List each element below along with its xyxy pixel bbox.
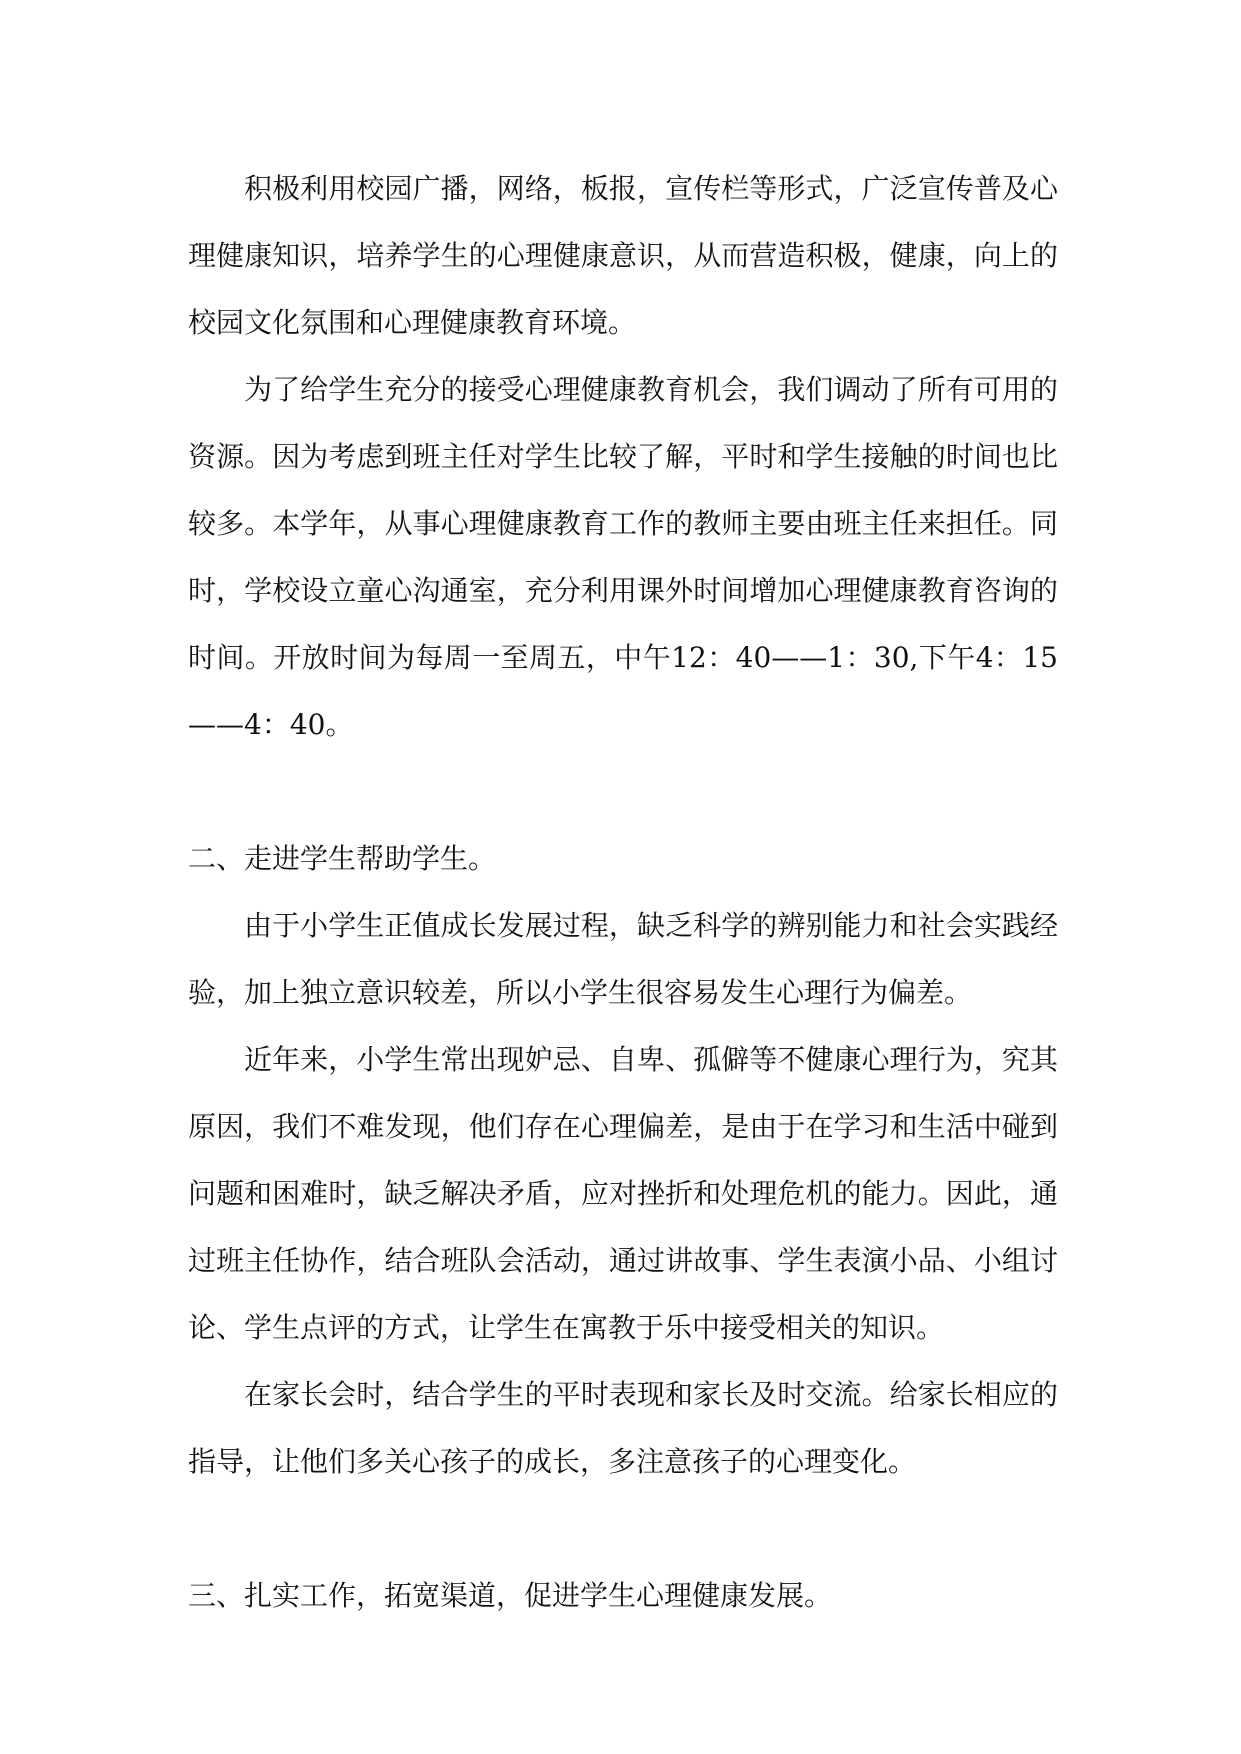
paragraph-student-development: 由于小学生正值成长发展过程，缺乏科学的辨别能力和社会实践经验，加上独立意识较差，所以小学生很容易发生心理行为偏差。: [188, 909, 1058, 1009]
section-gap: [188, 758, 1058, 825]
paragraph-resources: 为了给学生充分的接受心理健康教育机会，我们调动了所有可用的资源。因为考虑到班主任对学生比较了解，平时和学生接触的时间也比较多。本学年，从事心理健康教育工作的教师主要由班主任来担任。同时，学校设立童心沟通室，充分利用课外时间增加心理健康教育咨询的时间。开放时间为每周一至周五，中午12：40——1：30,下午4：15——4：40。: [188, 373, 1058, 741]
section-gap: [188, 1495, 1058, 1562]
paragraph-unhealthy-behaviors: 近年来，小学生常出现妒忌、自卑、孤僻等不健康心理行为，究其原因，我们不难发现，他们存在心理偏差，是由于在学习和生活中碰到问题和困难时，缺乏解决矛盾，应对挫折和处理危机的能力。因此，通过班主任协作，结合班队会活动，通过讲故事、学生表演小品、小组讨论、学生点评的方式，让学生在寓教于乐中接受相关的知识。: [188, 1043, 1058, 1344]
section-heading-two: 二、走进学生帮助学生。: [188, 842, 497, 875]
paragraph-parent-meeting: 在家长会时，结合学生的平时表现和家长及时交流。给家长相应的指导，让他们多关心孩子的成长，多注意孩子的心理变化。: [188, 1378, 1058, 1478]
paragraph-campus-publicity: 积极利用校园广播，网络，板报，宣传栏等形式，广泛宣传普及心理健康知识，培养学生的心理健康意识，从而营造积极，健康，向上的校园文化氛围和心理健康教育环境。: [188, 172, 1058, 339]
section-heading-three: 三、扎实工作，拓宽渠道，促进学生心理健康发展。: [188, 1579, 833, 1612]
document-body: [188, 155, 1058, 1629]
